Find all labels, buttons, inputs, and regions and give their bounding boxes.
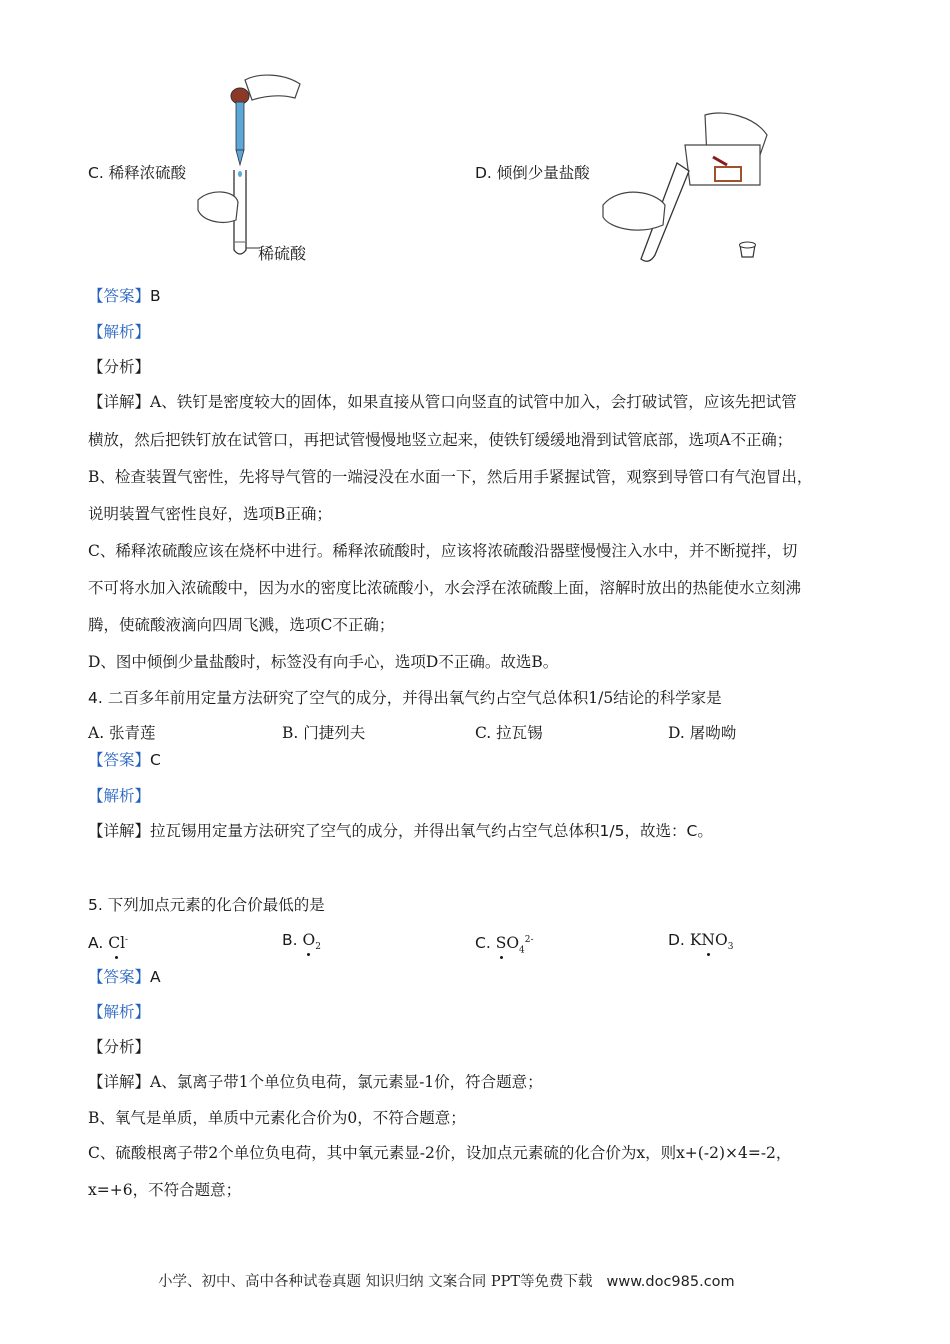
figure-c-label: 稀硫酸	[258, 244, 307, 263]
q3-detail-line-6: 腾，使硫酸液滴向四周飞溅，选项C不正确；	[88, 616, 395, 634]
q4-option-c: C. 拉瓦锡	[475, 724, 543, 742]
q5-option-d: D. $KNO_3$	[668, 931, 734, 953]
q4-option-d: D. 屠呦呦	[668, 724, 737, 742]
q3-answer: 【答案】B	[88, 287, 161, 305]
q4-option-a: A. 张青莲	[88, 724, 156, 742]
q3-detail-line-4: C、稀释浓硫酸应该在烧杯中进行。稀释浓硫酸时，应该将浓硫酸沿器壁慢慢注入水中，并不断搅拌，切	[88, 542, 798, 560]
q5-option-c: C. $SO_4^{2-}$	[475, 934, 534, 956]
q5-detail-line-1: B、氧气是单质，单质中元素化合价为0，不符合题意；	[88, 1109, 466, 1127]
q3-detail-line-7: D、图中倾倒少量盐酸时，标签没有向手心，选项D不正确。故选B。	[88, 653, 559, 671]
q5-answer: 【答案】A	[88, 968, 161, 986]
q3-fenxi-tag: 【分析】	[88, 358, 151, 376]
q3-detail-line-5: 不可将水加入浓硫酸中，因为水的密度比浓硫酸小，水会浮在浓硫酸上面，溶解时放出的热能使水立刻沸	[88, 579, 802, 597]
q5-fenxi-tag: 【分析】	[88, 1038, 151, 1056]
q4-option-b: B. 门捷列夫	[282, 724, 366, 742]
q5-detail-line-2: C、硫酸根离子带2个单位负电荷，其中氧元素显-2价，设加点元素硫的化合价为x，则x+(-2)×4=-2，	[88, 1144, 792, 1162]
option-c-label: C. 稀释浓硫酸	[88, 164, 187, 182]
footer-url[interactable]: www.doc985.com	[606, 1274, 735, 1290]
q5-detail-line-3: x=+6，不符合题意；	[88, 1181, 242, 1199]
q3-detail-line-2: B、检查装置气密性，先将导气管的一端浸没在水面一下，然后用手紧握试管，观察到导管口有气泡冒出，	[88, 468, 813, 486]
q4-stem: 4. 二百多年前用定量方法研究了空气的成分，并得出氧气约占空气总体积1/5结论的科学家是	[88, 689, 722, 707]
q5-option-a: A. Cl-	[88, 934, 129, 953]
pour-acid-figure	[595, 105, 775, 270]
option-d-label: D. 倾倒少量盐酸	[475, 164, 590, 182]
q5-analysis-tag: 【解析】	[88, 1003, 151, 1021]
q5-option-b: B. $O_2$	[282, 931, 321, 953]
footer: 小学、初中、高中各种试卷真题 知识归纳 文案合同 PPT等免费下载 www.doc985.com	[158, 1274, 735, 1290]
dilute-acid-figure	[190, 70, 320, 270]
q4-answer: 【答案】C	[88, 751, 161, 769]
q5-stem: 5. 下列加点元素的化合价最低的是	[88, 896, 325, 914]
q4-detail: 【详解】拉瓦锡用定量方法研究了空气的成分，并得出氧气约占空气总体积1/5，故选：C。	[88, 822, 713, 840]
q3-analysis-tag: 【解析】	[88, 323, 151, 341]
q3-detail-line-1: 横放，然后把铁钉放在试管口，再把试管慢慢地竖立起来，使铁钉缓缓地滑到试管底部，选项A不正确；	[88, 431, 793, 449]
q3-detail-line-0: 【详解】A、铁钉是密度较大的固体，如果直接从管口向竖直的试管中加入，会打破试管，应该先把试管	[88, 393, 797, 411]
q5-detail-line-0: 【详解】A、氯离子带1个单位负电荷，氯元素显-1价，符合题意；	[88, 1073, 543, 1091]
q4-analysis-tag: 【解析】	[88, 787, 151, 805]
q3-detail-line-3: 说明装置气密性良好，选项B正确；	[88, 505, 332, 523]
